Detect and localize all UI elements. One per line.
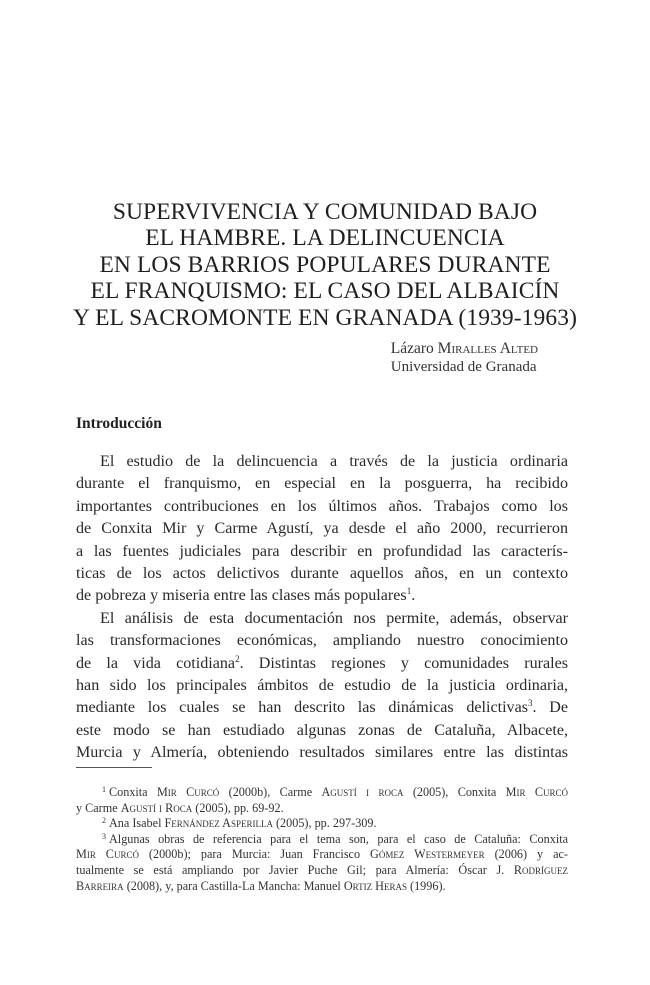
body-line: de pobreza y miseria entre las clases más populares$^1$. bbox=[76, 586, 416, 605]
body-line: a las fuentes judiciales para describir en profundidad las caracterís- bbox=[76, 542, 568, 560]
body-line: durante el franquismo, en especial en la posguerra, ha recibido bbox=[76, 475, 568, 493]
body-line: han sido los principales ámbitos de estudio de la justicia ordinaria, bbox=[76, 676, 568, 694]
body-line: este modo se han estudiado algunas zonas de Cataluña, Albacete, bbox=[76, 721, 568, 739]
body-line: ticas de los actos delictivos durante aquellos años, en un contexto bbox=[76, 564, 568, 582]
footnotes bbox=[76, 785, 568, 894]
footnote-divider bbox=[76, 767, 152, 768]
footnote-3-line: $^3$ Algunas obras de referencia para el tema son, para el caso de Cataluña: Conxita bbox=[102, 831, 568, 846]
footnote-3-line: Barreira (2008), y, para Castilla-La Mancha: Manuel Ortiz Heras (1996). bbox=[76, 878, 446, 893]
body-line: Murcia y Almería, obteniendo resultados similares entre las distintas bbox=[76, 744, 568, 762]
footnote-ref-2[interactable]: 2 bbox=[235, 653, 240, 664]
author-affiliation: Universidad de Granada bbox=[390, 359, 537, 375]
footnote-1-line: $^1$ Conxita Mir Curcó (2000b), Carme Agustí i roca (2005), Conxita Mir Curcó bbox=[102, 785, 568, 799]
title-line-5: Y EL SACROMONTE EN GRANADA (1939-1963) bbox=[72, 304, 578, 331]
body-line: mediante los cuales se han descrito las dinámicas delictivas$^3$. De bbox=[76, 698, 568, 717]
footnote-3-line: tualmente se está ampliando por Javier Puche Gil; para Almería: Óscar J. Rodríguez bbox=[76, 862, 568, 877]
author-name: Lázaro Miralles Alted bbox=[390, 340, 538, 357]
footnote-2-line: $^2$ Ana Isabel Fernández Asperilla (2005), pp. 297-309. bbox=[102, 816, 377, 831]
body-line: las transformaciones económicas, ampliando nuestro conocimiento bbox=[76, 632, 568, 650]
author-block bbox=[391, 339, 538, 377]
title-line-4: EL FRANQUISMO: EL CASO DEL ALBAICÍN bbox=[90, 278, 560, 305]
article-title bbox=[40, 199, 610, 331]
title-line-3: EN LOS BARRIOS POPULARES DURANTE bbox=[99, 251, 551, 278]
footnote-1-line: y Carme Agustí i Roca (2005), pp. 69-92. bbox=[76, 800, 284, 815]
title-line-2: EL HAMBRE. LA DELINCUENCIA bbox=[145, 225, 505, 252]
body-text bbox=[76, 451, 568, 764]
title-line-1: SUPERVIVENCIA Y COMUNIDAD BAJO bbox=[112, 199, 538, 225]
body-line: El estudio de la delincuencia a través de la justicia ordinaria bbox=[100, 453, 568, 470]
body-line: importantes contribuciones en los últimos años. Trabajos como los bbox=[76, 497, 568, 515]
body-line: de Conxita Mir y Carme Agustí, ya desde el año 2000, recurrieron bbox=[76, 520, 568, 538]
body-line: de la vida cotidiana$^2$. Distintas regiones y comunidades rurales bbox=[76, 653, 568, 672]
footnote-ref-1[interactable]: 1 bbox=[406, 586, 412, 597]
body-line: El análisis de esta documentación nos permite, además, observar bbox=[100, 609, 568, 627]
section-heading: Introducción bbox=[76, 415, 162, 432]
footnote-ref-3[interactable]: 3 bbox=[528, 698, 533, 709]
footnote-3-line: Mir Curcó (2000b); para Murcia: Juan Francisco Gómez Westermeyer (2006) y ac- bbox=[76, 847, 568, 862]
